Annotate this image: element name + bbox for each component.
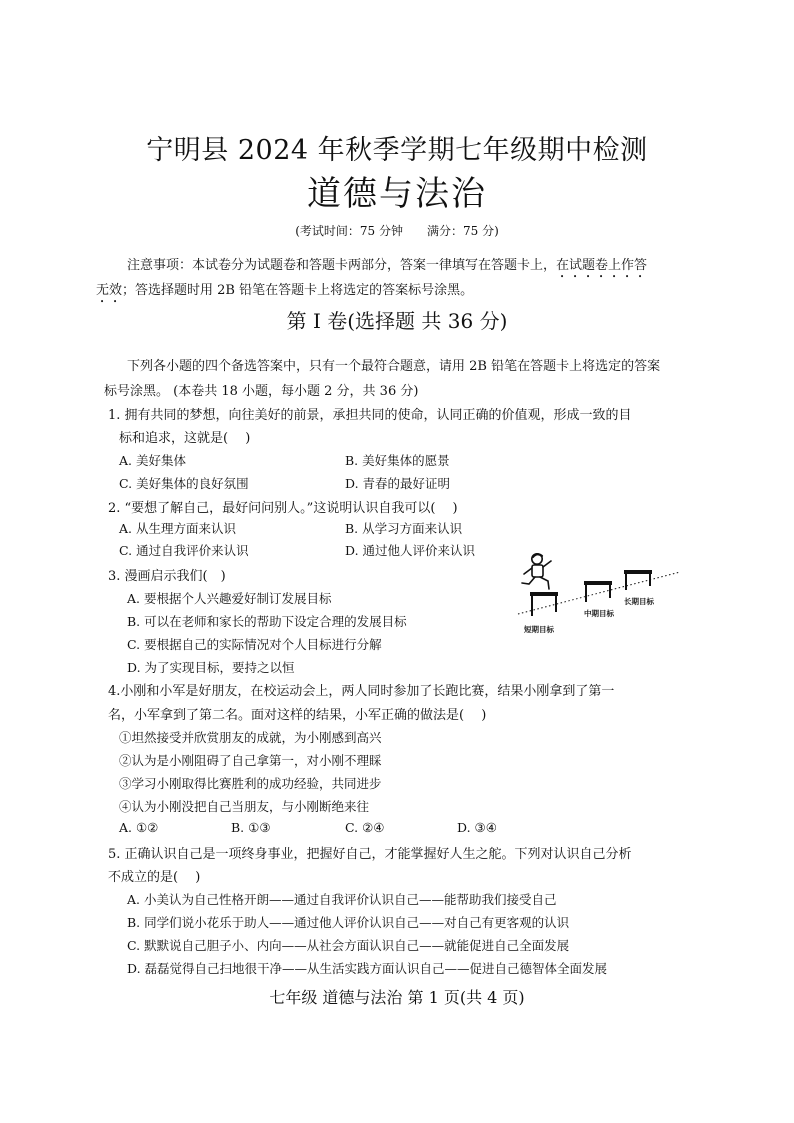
question-4-stem: 4.小刚和小军是好朋友，在校运动会上，两人同时参加了长跑比赛，结果小刚拿到了第一 bbox=[108, 684, 615, 699]
instructions-line-2: 标号涂黑。 (本卷共 18 小题，每小题 2 分，共 36 分) bbox=[104, 384, 419, 399]
question-1-option-b: B. 美好集体的愿景 bbox=[345, 453, 450, 468]
section-title: 第 I 卷(选择题 共 36 分) bbox=[286, 309, 508, 333]
mid-term-goal-label: 中期目标 bbox=[584, 609, 614, 618]
question-1-option-a: A. 美好集体 bbox=[119, 453, 186, 468]
question-2-option-c: C. 通过自我评价来认识 bbox=[119, 543, 249, 558]
question-4-statement-3: ③学习小刚取得比赛胜利的成功经验，共同进步 bbox=[119, 776, 382, 791]
question-4-option-a: A. ①② bbox=[119, 820, 159, 835]
question-1-stem: 1. 拥有共同的梦想，向往美好的前景，承担共同的使命，认同正确的价值观，形成一致的目 bbox=[108, 408, 632, 423]
long-term-goal-label: 长期目标 bbox=[624, 597, 654, 606]
question-2-stem: 2. “要想了解自己，最好问问别人。”这说明认识自我可以( ) bbox=[108, 501, 458, 516]
question-1-option-c: C. 美好集体的良好氛围 bbox=[119, 476, 249, 491]
hurdle-cartoon bbox=[512, 552, 682, 636]
question-4-option-b: B. ①③ bbox=[231, 820, 271, 835]
exam-time-info: (考试时间：75 分钟 满分：75 分) bbox=[295, 224, 499, 238]
question-3-option-a: A. 要根据个人兴趣爱好制订发展目标 bbox=[127, 591, 332, 606]
exam-title: 宁明县 2024 年秋季学期七年级期中检测 bbox=[146, 135, 648, 166]
question-5-stem: 5. 正确认识自己是一项终身事业，把握好自己，才能掌握好人生之舵。下列对认识自己分析 bbox=[108, 847, 632, 862]
question-4-statement-2: ②认为是小刚阻碍了自己拿第一，对小刚不理睬 bbox=[119, 753, 382, 768]
question-2-option-b: B. 从学习方面来认识 bbox=[345, 521, 463, 536]
short-term-goal-label: 短期目标 bbox=[524, 625, 554, 634]
notice-line-2 bbox=[96, 279, 473, 306]
question-4-statement-4: ④认为小刚没把自己当朋友，与小刚断绝来往 bbox=[119, 799, 370, 814]
question-5-option-c: C. 默默说自己胆子小、内向——从社会方面认识自己——就能促进自己全面发展 bbox=[127, 938, 570, 953]
question-3-stem: 3. 漫画启示我们( ) bbox=[108, 569, 226, 584]
question-3-option-c: C. 要根据自己的实际情况对个人目标进行分解 bbox=[127, 637, 382, 652]
question-3-option-b: B. 可以在老师和家长的帮助下设定合理的发展目标 bbox=[127, 614, 407, 629]
question-2-option-a: A. 从生理方面来认识 bbox=[119, 521, 236, 536]
question-5-option-a: A. 小美认为自己性格开朗——通过自我评价认识自己——能帮助我们接受自己 bbox=[127, 892, 557, 907]
runner-figure bbox=[522, 554, 551, 589]
notice-line-1 bbox=[127, 254, 647, 281]
question-4-option-c: C. ②④ bbox=[345, 820, 385, 835]
question-2-option-d: D. 通过他人评价来认识 bbox=[345, 543, 476, 558]
hurdle-long bbox=[624, 570, 652, 590]
question-5-option-b: B. 同学们说小花乐于助人——通过他人评价认识自己——对自己有更客观的认识 bbox=[127, 915, 570, 930]
question-5-stem-cont: 不成立的是( ) bbox=[108, 870, 201, 885]
question-1-option-d: D. 青春的最好证明 bbox=[345, 476, 451, 491]
page-footer: 七年级 道德与法治 第 1 页(共 4 页) bbox=[269, 988, 525, 1007]
question-5-option-d: D. 磊磊觉得自己扫地很干净——从生活实践方面认识自己——促进自己德智体全面发展 bbox=[127, 961, 608, 976]
notice-emphasis: 无效 bbox=[96, 283, 123, 298]
instructions-line-1: 下列各小题的四个备选答案中，只有一个最符合题意，请用 2B 铅笔在答题卡上将选定的答案 bbox=[127, 359, 661, 374]
question-4-stem-cont: 名，小军拿到了第二名。面对这样的结果，小军正确的做法是( ) bbox=[108, 708, 487, 723]
question-3-option-d: D. 为了实现目标，要持之以恒 bbox=[127, 660, 295, 675]
hurdle-mid bbox=[584, 581, 612, 602]
notice-text: 注意事项：本试卷分为试题卷和答题卡两部分，答案一律填写在答题卡上， bbox=[127, 258, 557, 273]
notice-text: ；答选择题时用 2B 铅笔在答题卡上将选定的答案标号涂黑。 bbox=[122, 283, 474, 298]
question-4-statement-1: ①坦然接受并欣赏朋友的成就，为小刚感到高兴 bbox=[119, 730, 382, 745]
hurdle-short bbox=[530, 592, 558, 616]
question-4-option-d: D. ③④ bbox=[457, 820, 497, 835]
subject-title: 道德与法治 bbox=[307, 174, 487, 214]
question-1-stem-cont: 标和追求，这就是( ) bbox=[119, 431, 251, 446]
notice-emphasis: 在试题卷上作答 bbox=[556, 258, 648, 273]
